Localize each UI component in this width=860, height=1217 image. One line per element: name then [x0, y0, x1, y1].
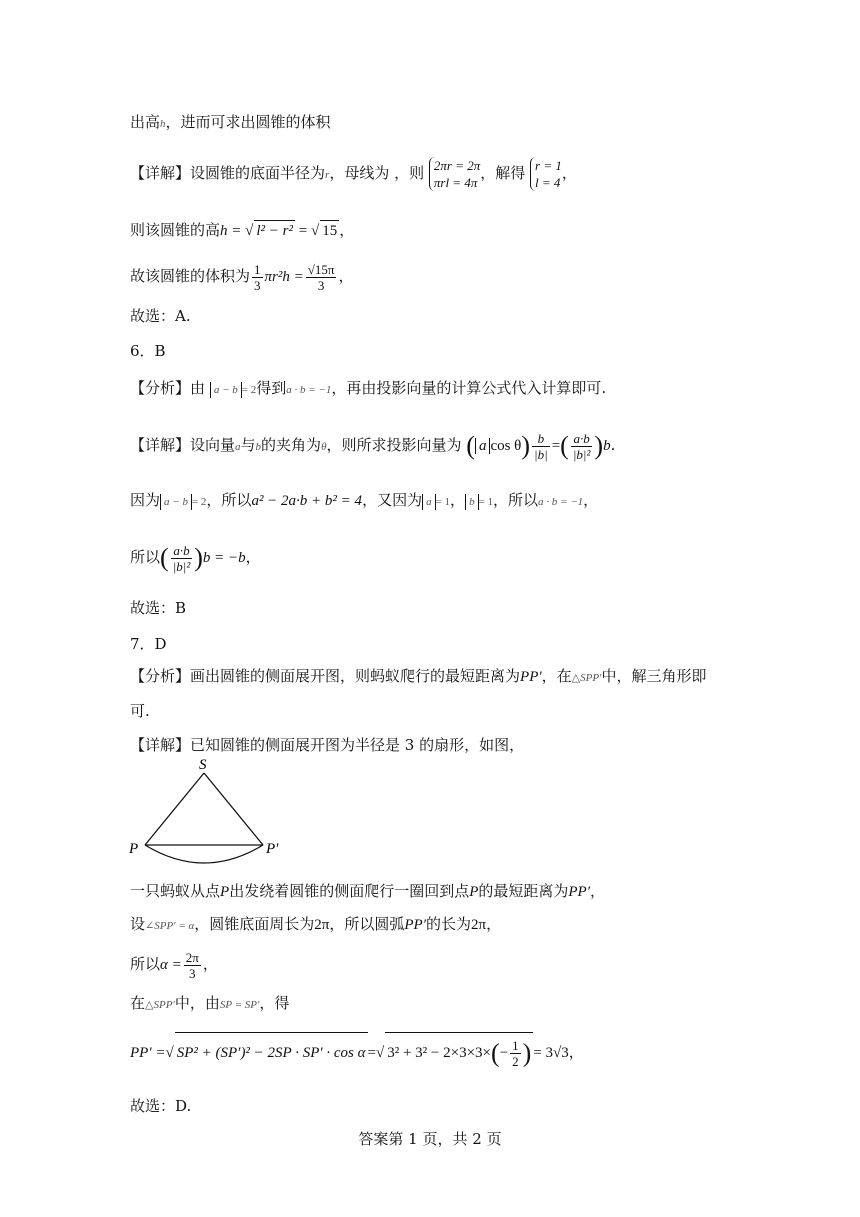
vector-abs: a: [422, 494, 436, 510]
text: ，: [568, 1043, 584, 1061]
vector: a: [235, 441, 241, 453]
numerator: 1: [512, 1038, 519, 1054]
formula: πr²h =: [264, 269, 304, 285]
text: 中，由: [174, 994, 220, 1012]
label-p: P: [129, 841, 139, 857]
formula: PP′ =: [130, 1045, 166, 1061]
dot-product: a · b = −1: [538, 496, 584, 508]
formula: a² − 2a·b + b² = 4: [251, 493, 363, 509]
text-line: PP′ =√ SP² + (SP′)² − 2SP · SP′ · cos α =√ 3² + 3² − 2×3×3×(− $\frac{1}{2}$ ) = 3√3，: [130, 1032, 584, 1072]
vector: b: [603, 438, 611, 454]
text: ，则所求投影向量为: [326, 436, 462, 454]
equation: l = 4: [535, 175, 561, 190]
numerator: a·b: [571, 431, 593, 447]
text-line: [130, 490, 598, 512]
text: ，所以: [206, 491, 252, 509]
vector: b: [255, 441, 262, 453]
fraction: [252, 262, 263, 293]
text: 故该圆锥的体积为: [130, 267, 251, 285]
dot-product: a · b = −1: [286, 384, 332, 396]
equation-system: [530, 157, 562, 191]
text-line: [130, 914, 501, 936]
text: ，: [245, 548, 261, 566]
text: 由: [190, 379, 206, 397]
denominator: 3: [189, 965, 196, 981]
text-line: [130, 946, 218, 982]
text: 设向量: [190, 436, 236, 454]
text-line: 则该圆锥的高h = √ l² − r² = √ 15 ，: [130, 221, 355, 239]
text: ，所以圆弧: [329, 915, 405, 933]
text: ，在: [541, 667, 572, 685]
text: 画出圆锥的侧面展开图，则蚂蚁爬行的最短距离为: [190, 667, 521, 685]
text: 的长为: [426, 915, 472, 933]
question-number: 7．D: [130, 635, 167, 653]
text: 的夹角为: [261, 436, 322, 454]
text: ，: [486, 915, 502, 933]
denominator: 3: [317, 277, 325, 293]
text: ，进而可求出圆锥的体积: [165, 113, 331, 131]
page-footer: 答案第 1 页，共 2 页: [358, 1130, 502, 1148]
radical: l² − r²: [254, 220, 295, 241]
text: 设圆锥的底面半径为: [190, 164, 326, 182]
text: 则该圆锥的高: [130, 221, 221, 239]
numerator: √15π: [307, 261, 335, 277]
text: 与: [240, 436, 256, 454]
text-line: [130, 258, 353, 294]
formula: α =: [160, 957, 182, 973]
text: ，: [583, 491, 599, 509]
text: 中，解三角形即: [601, 667, 707, 685]
arc-pp-prime: [145, 845, 263, 863]
vector-abs: a − b: [160, 494, 192, 510]
text-line: [130, 378, 606, 400]
equals: =: [295, 223, 311, 239]
formula: SP = SP′: [219, 999, 260, 1011]
radius-sp-prime: [204, 773, 263, 845]
symbol: PP′: [404, 917, 426, 933]
text: ，再由投影向量的计算公式代入计算即可.: [331, 379, 607, 397]
symbol: PP′: [520, 669, 542, 685]
symbol: r: [325, 169, 330, 181]
answer-line: 故选：A.: [130, 307, 191, 325]
sector-diagram: [125, 755, 285, 865]
radical: 3² + 3² − 2×3×3×(− $\frac{1}{2}$ ): [385, 1032, 533, 1074]
text: ，又因为: [362, 491, 423, 509]
numerator: a·b: [171, 543, 193, 559]
fraction: [532, 431, 550, 462]
denominator: 3: [254, 277, 261, 293]
symbol: h: [160, 118, 166, 130]
text: 的最短距离为: [478, 882, 569, 900]
text: ，: [339, 221, 355, 239]
text: ，: [590, 882, 606, 900]
equals: =: [367, 1045, 376, 1061]
value: 2π: [471, 917, 487, 933]
section-tag: 【详解】: [130, 736, 191, 754]
radical-body: 3² + 3² − 2×3×3×: [387, 1045, 492, 1061]
symbol: θ: [321, 441, 327, 453]
result: = 3√3: [533, 1045, 569, 1061]
symbol: P: [220, 884, 230, 900]
text: ，: [202, 955, 218, 973]
answer-line: 故选：D.: [130, 1097, 192, 1115]
equation-system: [429, 157, 480, 191]
text: 出高: [130, 113, 161, 131]
symbol: PP′: [568, 884, 590, 900]
text: 在: [130, 994, 146, 1012]
text: ，母线为 ，则: [329, 164, 425, 182]
fraction: [510, 1038, 521, 1069]
fraction: [306, 262, 337, 293]
equation: πrl = 4π: [433, 175, 478, 190]
text-line: [130, 666, 706, 688]
equals: = 1: [478, 496, 494, 508]
formula: h =: [220, 223, 246, 239]
text: 已知圆锥的侧面展开图为半径是 3 的扇形，如图，: [190, 736, 525, 754]
equation: 2πr = 2π: [433, 158, 481, 173]
cos: cos θ: [490, 438, 522, 454]
formula: b = −b: [202, 550, 246, 566]
equation: r = 1: [535, 158, 562, 173]
answer-line: 故选：B: [130, 599, 187, 617]
text-line: [130, 112, 331, 134]
text: ，圆锥底面周长为: [194, 915, 315, 933]
text: .: [610, 436, 616, 454]
equals: = 2: [191, 496, 207, 508]
numerator: b: [532, 431, 550, 447]
triangle: △SPP′: [571, 672, 602, 684]
radius-sp: [145, 773, 204, 845]
vector-abs: b: [465, 494, 479, 510]
text-line: 【详解】设向量a与b的夹角为θ，则所求投影向量为 ( a cos θ) $\frac{b}{|b|}$ =( $\frac{a\cdot b}{\text{|b|²}}$ )b.: [130, 430, 616, 462]
angle: ∠SPP′ = α: [145, 920, 195, 932]
fraction: [571, 431, 593, 462]
text: ，: [450, 491, 466, 509]
section-tag: 【详解】: [130, 164, 191, 182]
text-line: [130, 881, 605, 902]
fraction: [171, 543, 193, 574]
numerator: 1: [254, 261, 261, 277]
section-tag: 【分析】: [130, 379, 191, 397]
denominator: |b|²: [172, 558, 191, 574]
text-line: [130, 993, 289, 1015]
symbol: P: [469, 884, 479, 900]
denominator: |b|²: [572, 446, 591, 462]
text: ，: [338, 267, 354, 285]
question-number: 6．B: [130, 342, 166, 360]
equals: = 1: [435, 496, 451, 508]
vector-abs: a: [475, 438, 491, 454]
section-tag: 【分析】: [130, 667, 191, 685]
text: 因为: [130, 491, 161, 509]
text-line: [130, 735, 524, 755]
text-line: [130, 155, 577, 191]
equals: =: [551, 438, 561, 454]
fraction: [184, 950, 201, 981]
text-line: 所以( $\frac{a\cdot b}{\text{|b|²}}$ )b = −b，: [130, 542, 261, 574]
equals: = 2: [241, 384, 257, 396]
text: 一只蚂蚁从点: [130, 882, 221, 900]
text: 设: [130, 915, 146, 933]
text: ，所以: [493, 491, 539, 509]
text-line: 可.: [130, 702, 150, 720]
numerator: 2π: [185, 949, 199, 965]
radical: SP² + (SP′)² − 2SP · SP′ · cos α: [175, 1032, 368, 1073]
text: 所以: [130, 955, 161, 973]
text: ，: [561, 164, 577, 182]
vector-abs: a − b: [210, 382, 242, 398]
denominator: |b|: [534, 446, 548, 462]
text: 出发绕着圆锥的侧面爬行一圈回到点: [229, 882, 470, 900]
text: ，得: [259, 994, 290, 1012]
denominator: 2: [512, 1054, 519, 1070]
label-p-prime: P′: [266, 841, 279, 857]
text: 所以: [130, 548, 161, 566]
value: 2π: [314, 917, 330, 933]
text: 得到: [256, 379, 287, 397]
text: ，解得: [480, 164, 526, 182]
radical: 15: [320, 220, 339, 241]
triangle: △SPP′: [145, 999, 175, 1011]
section-tag: 【详解】: [130, 436, 191, 454]
label-s: S: [199, 757, 207, 773]
